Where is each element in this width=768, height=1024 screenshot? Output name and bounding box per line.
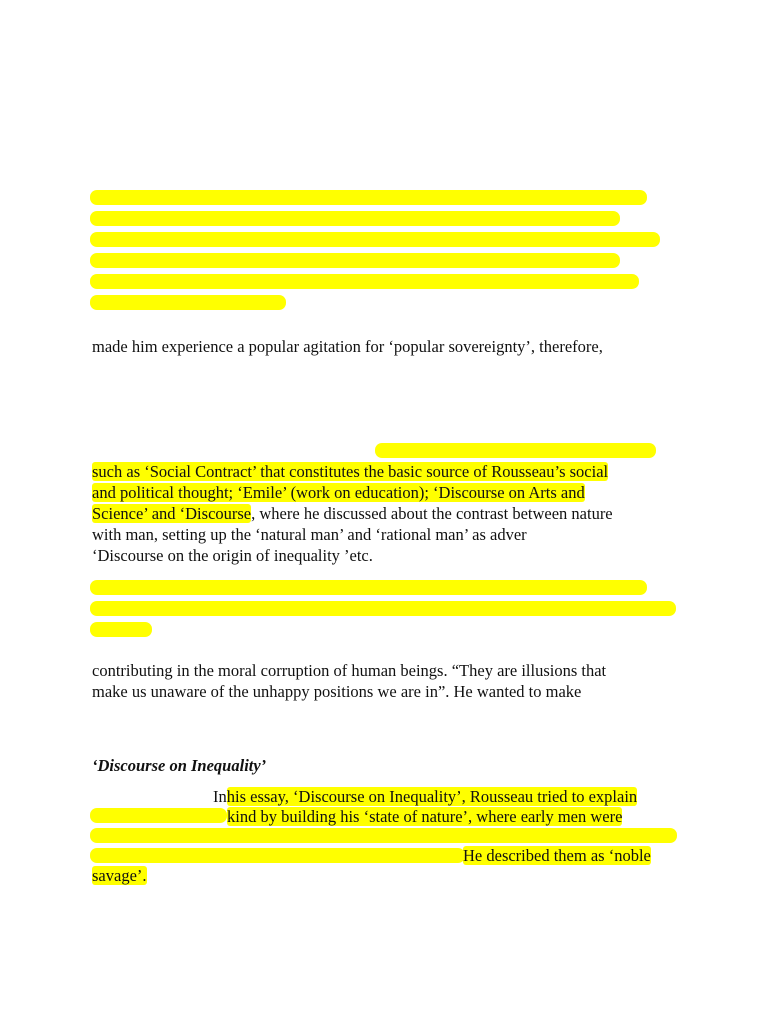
body-text-line: contributing in the moral corruption of human beings. “They are illusions that bbox=[92, 661, 607, 680]
redacted-highlight-bar bbox=[90, 295, 286, 310]
body-text-line: made him experience a popular agitation for ‘popular sovereignty’, therefore, bbox=[92, 337, 603, 356]
redacted-highlight-bar bbox=[90, 601, 676, 616]
highlighted-text: such as ‘Social Contract’ that constitutes the basic source of Rousseau’s social bbox=[92, 462, 609, 481]
body-text: , where he discussed about the contrast between nature bbox=[251, 504, 613, 523]
redacted-highlight-bar bbox=[90, 211, 620, 226]
highlighted-text: savage’. bbox=[92, 866, 147, 885]
highlighted-text: his essay, ‘Discourse on Inequality’, Rousseau tried to explain bbox=[226, 787, 638, 806]
highlighted-text: kind by building his ‘state of nature’, where early men were bbox=[227, 807, 623, 826]
body-text-line bbox=[463, 845, 651, 866]
body-text-line: ‘Discourse on the origin of inequality ’etc. bbox=[92, 546, 373, 565]
redacted-highlight-bar bbox=[90, 808, 227, 823]
body-text-line: make us unaware of the unhappy positions we are in”. He wanted to make bbox=[92, 682, 582, 701]
redacted-highlight-bar bbox=[90, 232, 660, 247]
body-text: In bbox=[213, 787, 227, 806]
highlighted-text: Science’ and ‘Discourse bbox=[92, 504, 252, 523]
body-text-line bbox=[92, 503, 613, 524]
redacted-highlight-bar bbox=[90, 253, 620, 268]
redacted-highlight-bar bbox=[90, 274, 639, 289]
body-text-line: with man, setting up the ‘natural man’ and ‘rational man’ as adver bbox=[92, 525, 527, 544]
highlighted-text: He described them as ‘noble bbox=[463, 846, 651, 865]
redacted-highlight-bar bbox=[90, 622, 152, 637]
highlighted-text: and political thought; ‘Emile’ (work on education); ‘Discourse on Arts and bbox=[92, 483, 585, 502]
body-text-line bbox=[92, 865, 147, 886]
redacted-highlight-bar bbox=[375, 443, 656, 458]
body-text-line bbox=[213, 786, 637, 807]
redacted-highlight-bar bbox=[90, 828, 677, 843]
redacted-highlight-bar bbox=[90, 848, 465, 863]
body-text-line bbox=[227, 806, 622, 827]
redacted-highlight-bar bbox=[90, 580, 647, 595]
section-heading: ‘Discourse on Inequality’ bbox=[92, 756, 267, 775]
body-text-line bbox=[92, 461, 608, 482]
body-text-line bbox=[92, 482, 585, 503]
redacted-highlight-bar bbox=[90, 190, 647, 205]
